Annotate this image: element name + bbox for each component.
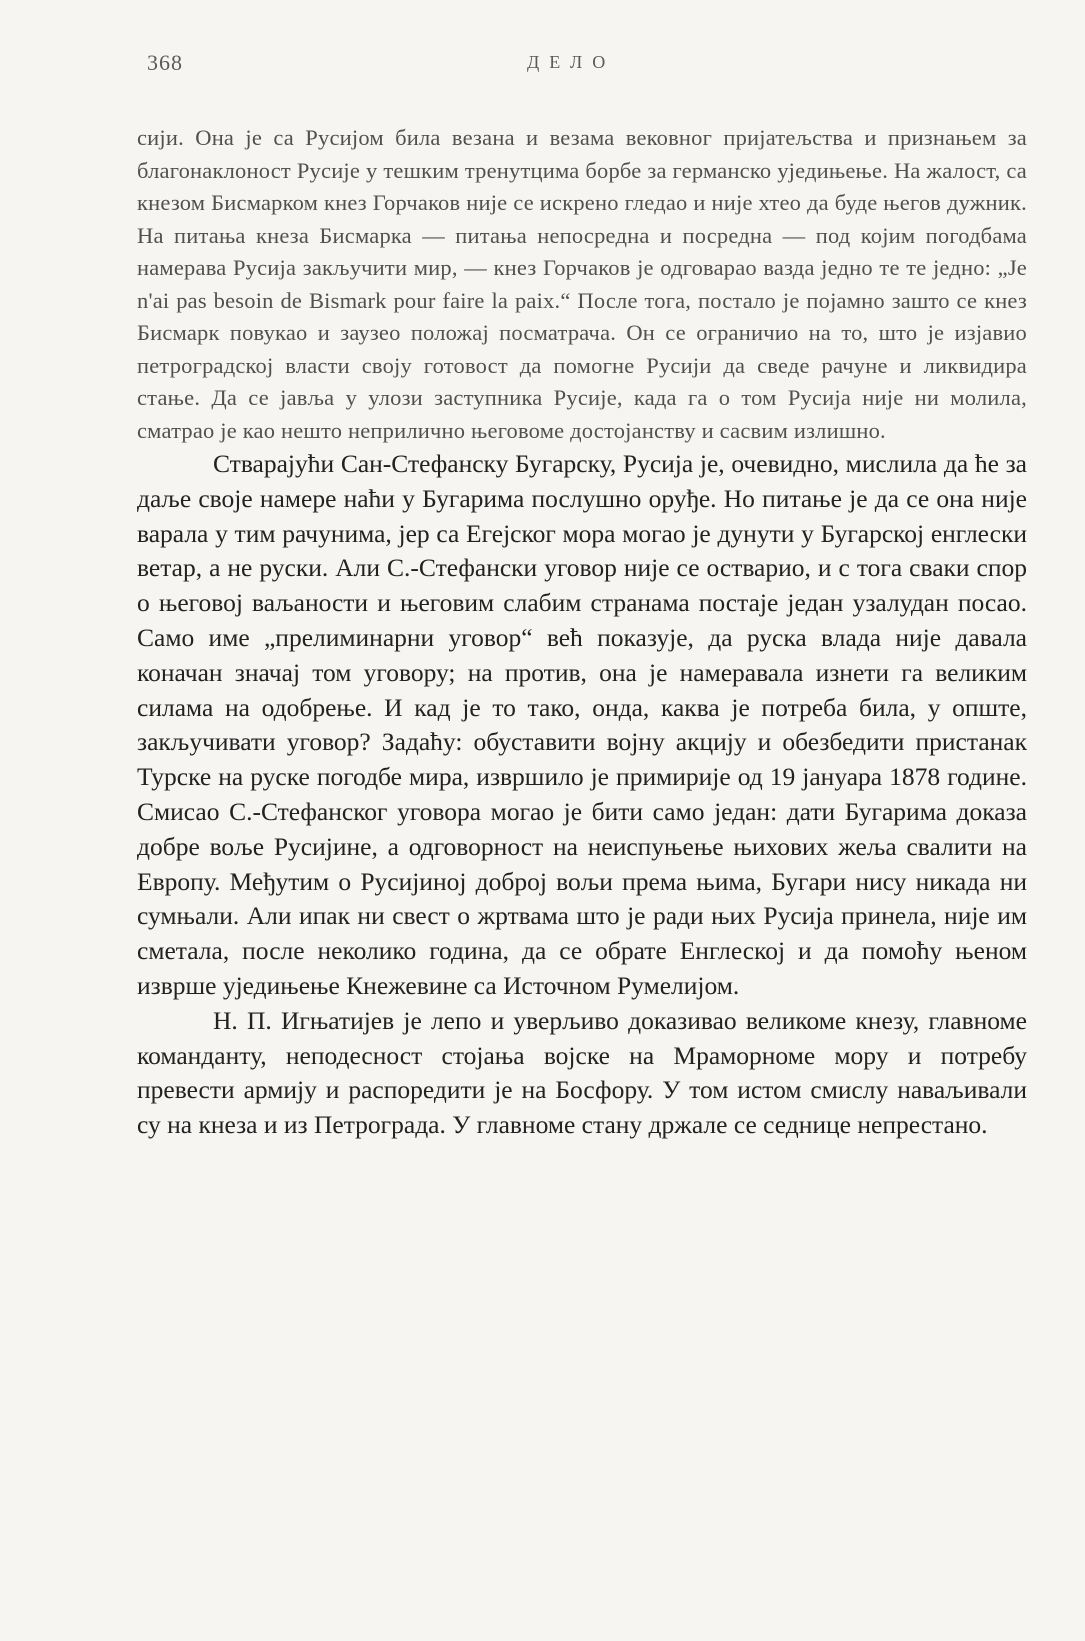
journal-title: ДЕЛО: [527, 52, 616, 72]
page-number: 368: [147, 50, 183, 75]
paragraph-ignatiev: Н. П. Игњатијев је лепо и уверљиво доказивао великоме кнезу, главноме команданту, неподесност стојања војске на Мраморноме мору и потребу превести армију и распоредити је на Босфору. У том истом смислу наваљивали су на кнеза и из Петрограда. У главноме стану држале се седнице непрестано.: [137, 1005, 1027, 1140]
paragraph-continued: сији. Она је са Русијом била везана и везама вековног пријатељства и признањем за благонаклоност Русије у тешким тренутцима борбе за германско уједињење. На жалост, са кнезом Бисмарком кнез Горчаков није се искрено гледао и није хтео да буде његов дужник. На питања кнеза Бисмарка — питања непосредна и посредна — под којим погодбама намерава Русија закључити мир, — кнез Горчаков је одговарао вазда једно те те једно: „Je n'ai pas besoin de Bismark pour faire la paix.“ После тога, постало је појамно зашто се кнез Бисмарк повукао и заузео положај посматрача. Он се ограничио на то, што је изјавио петроградској власти своју готовост да помогне Русији да сведе рачуне и ликвидира стање. Да се јавља у улози заступника Русије, када га о том Русија није ни молила, сматрао је као нешто неприлично његовоме достојанству и сасвим излишно.: [137, 125, 1027, 443]
paragraph-san-stefano: Стварајући Сан-Стефанску Бугарску, Русија је, очевидно, мислила да ће за даље своје намере наћи у Бугарима послушно оруђе. Но питање је да се она није варала у тим рачунима, јер са Егејског мора могао је дунути у Бугарској енглески ветар, а не руски. Али С.-Стефански уговор није се остварио, и с тога сваки спор о његовој ваљаности и његовим слабим странама постаје један узалудан посао. Само име „прелиминарни уговор“ већ показује, да руска влада није давала коначан значај том уговору; на против, она је намеравала изнети га великим силама на одобрење. И кад је то тако, онда, каква је потреба била, у опште, закључивати уговор? Задаћу: обуставити војну акцију и обезбедити пристанак Турске на руске погодбе мира, извршило је примирије од 19 јануара 1878 године. Смисао С.-Стефанског уговора могао је бити само један: дати Бугарима доказа добре воље Русијине, а одговорност на неиспуњење њихових жеља свалити на Европу. Међутим о Русијиној доброј вољи према њима, Бугари нису никада ни сумњали. Али ипак ни свест о жртвама што је ради њих Русија принела, није им сметала, после неколико година, да се обрате Енглеској и да помоћу њеном изврше уједињење Кнежевине са Источном Румелијом.: [137, 449, 1027, 1000]
running-head: [137, 48, 1027, 88]
body-text: [137, 122, 1027, 1143]
page: [137, 48, 1027, 1143]
